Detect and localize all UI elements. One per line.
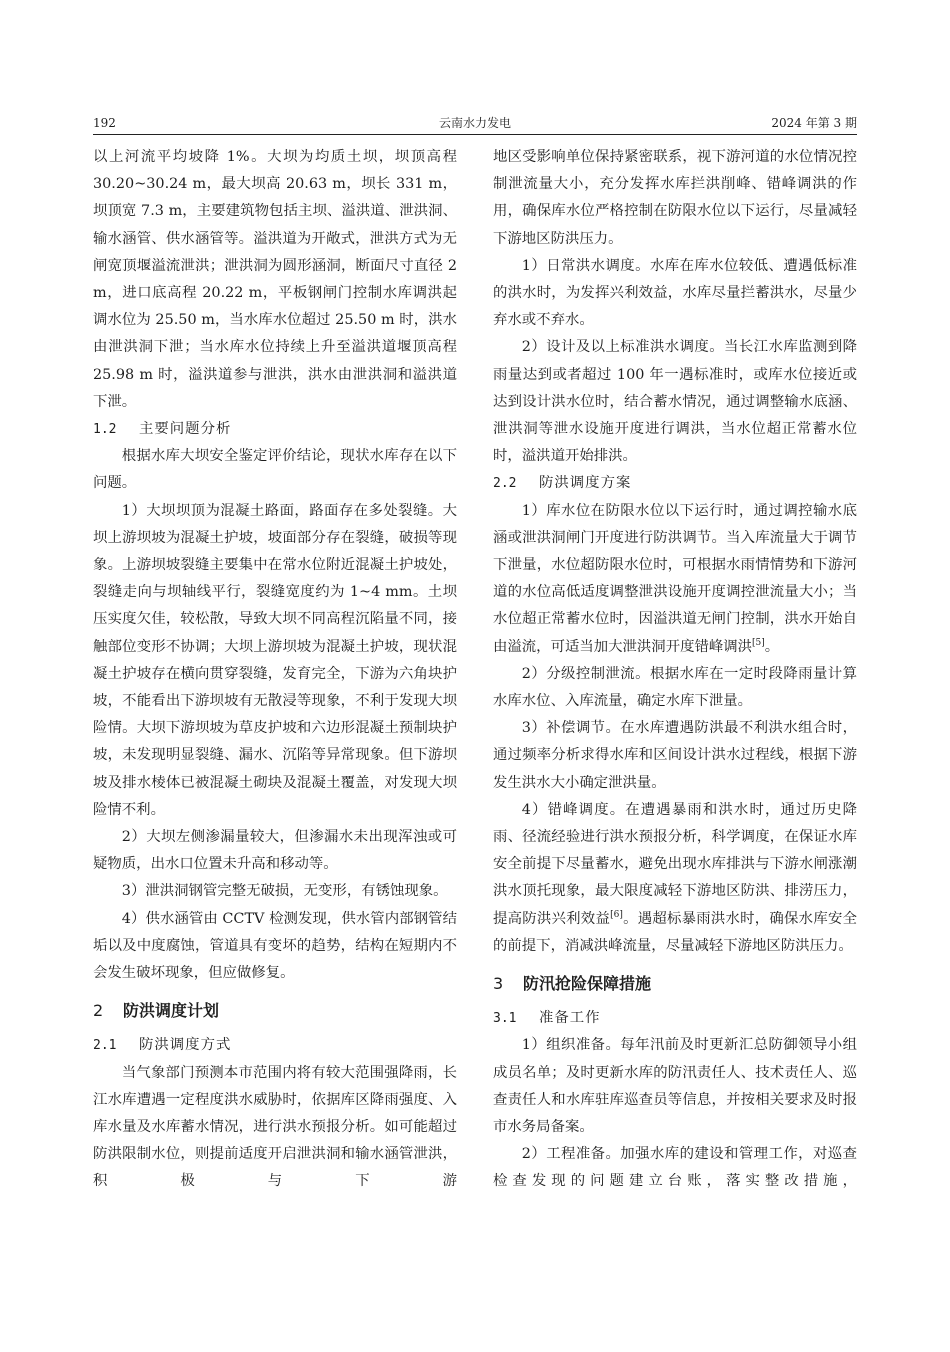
- header-rule: [93, 134, 857, 135]
- section-title: 防洪调度计划: [123, 1001, 220, 1021]
- paragraph: 以上河流平均坡降 1%。大坝为均质土坝，坝顶高程 30.20~30.24 m，最大坝高 20.63 m，坝长 331 m，坝顶宽 7.3 m，主要建筑物包括主坝、溢洪道、泄洪洞、输水涵管、供水涵管等。溢洪道为开敞式，泄洪方式为无闸宽顶堰溢流泄洪；泄洪洞为圆形涵洞，断面尺寸直径 2 m，进口底高程 20.22 m，平板钢闸门控制水库调洪起调水位为 25.50 m，当水库水位超过 25.50 m 时，洪水由泄洪洞下泄；当水库水位持续上升至溢洪道堰顶高程 25.98 m 时，溢洪道参与泄洪，洪水由泄洪洞和溢洪道下泄。: [93, 149, 457, 410]
- section-heading-3: [493, 970, 857, 997]
- left-column: [93, 144, 457, 1196]
- section-number: 3.1: [493, 1011, 517, 1027]
- paragraph: 1）大坝坝顶为混凝土路面，路面存在多处裂缝。大坝上游坝坡为混凝土护坡，坡面部分存在裂缝，破损等现象。上游坝坡裂缝主要集中在常水位附近混凝土护坡处，裂缝走向与坝轴线平行，裂缝宽度约为 1~4 mm。土坝压实度欠佳，较松散，导致大坝不同高程沉陷量不同，接触部位变形不协调；大坝上游坝坡为混凝土护坡，现状混凝土护坡存在横向贯穿裂缝，发育完全，下游为六角块护坡，不能看出下游坝坡有无散浸等现象，不利于发现大坝险情。大坝下游坝坡为草皮护坡和六边形混凝土预制块护坡，未发现明显裂缝、漏水、沉陷等异常现象。但下游坝坡及排水棱体已被混凝土砌块及混凝土覆盖，对发现大坝险情不利。: [93, 502, 457, 818]
- section-title: 准备工作: [539, 1010, 601, 1027]
- section-heading-2: [93, 997, 457, 1024]
- section-number: 2.1: [93, 1038, 117, 1054]
- section-title: 防洪调度方式: [139, 1037, 232, 1054]
- paragraph-text: 。: [764, 638, 780, 655]
- right-column: [493, 144, 857, 1196]
- paragraph: 1）日常洪水调度。水库在库水位较低、遭遇低标准的洪水时，为发挥兴利效益，水库尽量拦蓄洪水，尽量少弃水或不弃水。: [493, 257, 857, 329]
- issue-label: 2024 年第 3 期: [771, 116, 857, 130]
- page-header: [93, 113, 857, 133]
- section-heading-1-2: [93, 416, 457, 443]
- section-heading-2-1: [93, 1032, 457, 1059]
- section-number: 1.2: [93, 422, 117, 438]
- paragraph: 当气象部门预测本市范围内将有较大范围强降雨，长江水库遭遇一定程度洪水威胁时，依据库区降雨强度、入库水量及水库蓄水情况，进行洪水预报分析。如可能超过防洪限制水位，则提前适度开启泄洪洞和输水涵管泄洪，积极与下游: [93, 1064, 457, 1190]
- paragraph-text: 。遇超标暴雨洪水时，确保水库安全的前提下，消减洪峰流量，尽量减轻下游地区防洪压力。: [493, 910, 857, 954]
- section-number: 2.2: [493, 476, 517, 492]
- section-title: 防汛抢险保障措施: [523, 974, 652, 994]
- section-title: 主要问题分析: [139, 421, 232, 438]
- page-number: 192: [93, 116, 116, 130]
- citation-6[interactable]: [6]: [610, 909, 623, 920]
- journal-title: 云南水力发电: [438, 116, 511, 130]
- citation-5[interactable]: [5]: [752, 637, 765, 648]
- paragraph: 3）补偿调节。在水库遭遇防洪最不利洪水组合时，通过频率分析求得水库和区间设计洪水过程线，根据下游发生洪水大小确定泄洪量。: [493, 720, 857, 791]
- paragraph: 4）供水涵管由 CCTV 检测发现，供水管内部钢管结垢以及中度腐蚀，管道具有变坏的趋势，结构在短期内不会发生破坏现象，但应做修复。: [93, 910, 457, 982]
- paragraph: 2）大坝左侧渗漏量较大，但渗漏水未出现浑浊或可疑物质，出水口位置未升高和移动等。: [93, 829, 457, 873]
- paragraph: 2）分级控制泄流。根据水库在一定时段降雨量计算水库水位、入库流量，确定水库下泄量。: [493, 665, 857, 710]
- paragraph-text: 4）错峰调度。在遭遇暴雨和洪水时，通过历史降雨、径流经验进行洪水预报分析，科学调度，在保证水库安全前提下尽量蓄水，避免出现水库排洪与下游水闸涨潮洪水顶托现象，最大限度减轻下游地区防洪、排涝压力，提高防洪兴利效益: [493, 801, 857, 927]
- paragraph-text: 1）库水位在防限水位以下运行时，通过调控输水底涵或泄洪洞闸门开度进行防洪调节。当入库流量大于调节下泄量，水位超防限水位时，可根据水雨情情势和下游河道的水位高低适度调整泄洪设施开度调控泄流量大小；当水位超正常蓄水位时，因溢洪道无闸门控制，洪水开始自由溢流，可适当加大泄洪洞开度错峰调洪: [493, 502, 857, 655]
- section-number: 3: [493, 974, 504, 994]
- section-title: 防洪调度方案: [539, 475, 632, 492]
- paragraph: 根据水库大坝安全鉴定评价结论，现状水库存在以下问题。: [93, 448, 457, 492]
- paragraph: 2）设计及以上标准洪水调度。当长江水库监测到降雨量达到或者超过 100 年一遇标准时，或库水位接近或达到设计洪水位时，结合蓄水情况，通过调整输水底涵、泄洪洞等泄水设施开度进行调洪，当水位超正常蓄水位时，溢洪道开始排洪。: [493, 339, 857, 465]
- paragraph: [493, 797, 857, 960]
- paragraph: 地区受影响单位保持紧密联系，视下游河道的水位情况控制泄流量大小，充分发挥水库拦洪削峰、错峰调洪的作用，确保库水位严格控制在防限水位以下运行，尽量减轻下游地区防洪压力。: [493, 149, 857, 247]
- section-number: 2: [93, 1001, 104, 1021]
- section-heading-3-1: [493, 1005, 857, 1032]
- paragraph: 3）泄洪洞钢管完整无破损，无变形，有锈蚀现象。: [121, 883, 448, 900]
- paragraph: 2）工程准备。加强水库的建设和管理工作，对巡查检查发现的问题建立台账，落实整改措施，: [493, 1146, 857, 1190]
- paragraph: 1）组织准备。每年汛前及时更新汇总防御领导小组成员名单；及时更新水库的防汛责任人、技术责任人、巡查责任人和水库驻库巡查员等信息，并按相关要求及时报市水务局备案。: [493, 1037, 857, 1135]
- section-heading-2-2: [493, 470, 857, 497]
- paragraph: [493, 498, 857, 661]
